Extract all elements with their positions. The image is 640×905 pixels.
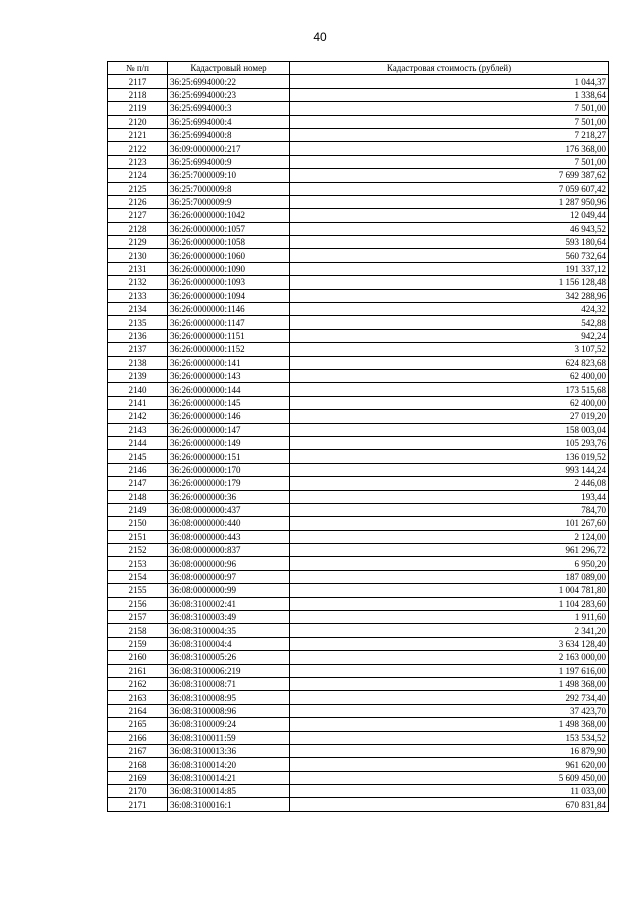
cadastral-value-cell: 193,44 bbox=[290, 490, 609, 503]
cadastral-number-cell: 36:26:0000000:1057 bbox=[168, 222, 290, 235]
page-number: 40 bbox=[313, 30, 327, 44]
cadastral-value-cell: 7 501,00 bbox=[290, 102, 609, 115]
cadastral-number-cell: 36:08:0000000:440 bbox=[168, 517, 290, 530]
cadastral-number-cell: 36:25:6994000:22 bbox=[168, 75, 290, 88]
cadastral-number-cell: 36:25:6994000:23 bbox=[168, 88, 290, 101]
row-number-cell: 2131 bbox=[108, 262, 168, 275]
table-row bbox=[108, 597, 609, 610]
table-row bbox=[108, 316, 609, 329]
cadastral-number-cell: 36:26:0000000:144 bbox=[168, 383, 290, 396]
cadastral-number-cell: 36:08:3100008:96 bbox=[168, 704, 290, 717]
table-row bbox=[108, 423, 609, 436]
row-number-cell: 2143 bbox=[108, 423, 168, 436]
cadastral-number-cell: 36:08:0000000:437 bbox=[168, 503, 290, 516]
cadastral-number-cell: 36:09:0000000:217 bbox=[168, 142, 290, 155]
cadastral-value-cell: 176 368,00 bbox=[290, 142, 609, 155]
cadastral-value-cell: 1 498 368,00 bbox=[290, 677, 609, 690]
cadastral-value-cell: 46 943,52 bbox=[290, 222, 609, 235]
table-row bbox=[108, 503, 609, 516]
cadastral-number-cell: 36:26:0000000:170 bbox=[168, 463, 290, 476]
row-number-cell: 2138 bbox=[108, 356, 168, 369]
row-number-cell: 2119 bbox=[108, 102, 168, 115]
row-number-cell: 2157 bbox=[108, 611, 168, 624]
table-row bbox=[108, 128, 609, 141]
row-number-cell: 2150 bbox=[108, 517, 168, 530]
cadastral-value-cell: 1 104 283,60 bbox=[290, 597, 609, 610]
row-number-cell: 2144 bbox=[108, 436, 168, 449]
cadastral-number-cell: 36:08:3100006:219 bbox=[168, 664, 290, 677]
row-number-cell: 2154 bbox=[108, 570, 168, 583]
table-row bbox=[108, 557, 609, 570]
cadastral-value-cell: 1 338,64 bbox=[290, 88, 609, 101]
cadastral-number-cell: 36:08:3100014:21 bbox=[168, 771, 290, 784]
row-number-cell: 2167 bbox=[108, 744, 168, 757]
cadastral-value-cell: 2 446,08 bbox=[290, 477, 609, 490]
cadastral-value-cell: 1 197 616,00 bbox=[290, 664, 609, 677]
cadastral-number-cell: 36:08:3100016:1 bbox=[168, 798, 290, 811]
cadastral-value-cell: 1 004 781,80 bbox=[290, 584, 609, 597]
table-row bbox=[108, 410, 609, 423]
cadastral-number-cell: 36:08:3100011:59 bbox=[168, 731, 290, 744]
cadastral-value-cell: 27 019,20 bbox=[290, 410, 609, 423]
cadastral-value-cell: 593 180,64 bbox=[290, 236, 609, 249]
table-row bbox=[108, 544, 609, 557]
cadastral-number-cell: 36:26:0000000:1147 bbox=[168, 316, 290, 329]
row-number-cell: 2136 bbox=[108, 329, 168, 342]
cadastral-number-cell: 36:08:0000000:99 bbox=[168, 584, 290, 597]
row-number-cell: 2141 bbox=[108, 396, 168, 409]
cadastral-value-cell: 12 049,44 bbox=[290, 209, 609, 222]
cadastral-number-cell: 36:08:3100005:26 bbox=[168, 651, 290, 664]
row-number-cell: 2120 bbox=[108, 115, 168, 128]
table-row bbox=[108, 222, 609, 235]
cadastral-value-cell: 1 044,37 bbox=[290, 75, 609, 88]
cadastral-number-cell: 36:08:0000000:97 bbox=[168, 570, 290, 583]
cadastral-value-cell: 37 423,70 bbox=[290, 704, 609, 717]
table-row bbox=[108, 329, 609, 342]
row-number-cell: 2126 bbox=[108, 195, 168, 208]
cadastral-value-cell: 2 341,20 bbox=[290, 624, 609, 637]
cadastral-number-cell: 36:26:0000000:151 bbox=[168, 450, 290, 463]
cadastral-number-cell: 36:08:3100004:4 bbox=[168, 637, 290, 650]
table-row bbox=[108, 637, 609, 650]
cadastral-value-cell: 624 823,68 bbox=[290, 356, 609, 369]
cadastral-value-cell: 1 287 950,96 bbox=[290, 195, 609, 208]
row-number-cell: 2134 bbox=[108, 303, 168, 316]
cadastral-value-cell: 7 501,00 bbox=[290, 115, 609, 128]
cadastral-value-cell: 1 498 368,00 bbox=[290, 718, 609, 731]
table-row bbox=[108, 651, 609, 664]
table-row bbox=[108, 718, 609, 731]
cadastral-number-cell: 36:26:0000000:1094 bbox=[168, 289, 290, 302]
cadastral-number-cell: 36:08:3100003:49 bbox=[168, 611, 290, 624]
cadastral-number-cell: 36:08:3100009:24 bbox=[168, 718, 290, 731]
cadastral-value-cell: 62 400,00 bbox=[290, 369, 609, 382]
table-row bbox=[108, 477, 609, 490]
cadastral-value-cell: 11 033,00 bbox=[290, 785, 609, 798]
cadastral-number-cell: 36:25:6994000:8 bbox=[168, 128, 290, 141]
cadastral-number-cell: 36:26:0000000:1058 bbox=[168, 236, 290, 249]
table-row bbox=[108, 102, 609, 115]
cadastral-value-cell: 187 089,00 bbox=[290, 570, 609, 583]
cadastral-value-cell: 942,24 bbox=[290, 329, 609, 342]
table-row bbox=[108, 343, 609, 356]
row-number-cell: 2122 bbox=[108, 142, 168, 155]
row-number-cell: 2132 bbox=[108, 276, 168, 289]
cadastral-value-cell: 173 515,68 bbox=[290, 383, 609, 396]
table-row bbox=[108, 664, 609, 677]
row-number-cell: 2137 bbox=[108, 343, 168, 356]
table-row bbox=[108, 383, 609, 396]
cadastral-number-cell: 36:26:0000000:143 bbox=[168, 369, 290, 382]
row-number-cell: 2165 bbox=[108, 718, 168, 731]
row-number-cell: 2158 bbox=[108, 624, 168, 637]
cadastral-number-cell: 36:08:3100008:71 bbox=[168, 677, 290, 690]
cadastral-number-cell: 36:25:7000009:10 bbox=[168, 169, 290, 182]
cadastral-value-cell: 7 699 387,62 bbox=[290, 169, 609, 182]
table-header-row bbox=[108, 62, 609, 75]
cadastral-value-cell: 105 293,76 bbox=[290, 436, 609, 449]
row-number-cell: 2152 bbox=[108, 544, 168, 557]
cadastral-number-cell: 36:26:0000000:179 bbox=[168, 477, 290, 490]
cadastral-number-cell: 36:08:0000000:96 bbox=[168, 557, 290, 570]
table-row bbox=[108, 530, 609, 543]
cadastral-number-cell: 36:26:0000000:1151 bbox=[168, 329, 290, 342]
cadastral-value-cell: 542,88 bbox=[290, 316, 609, 329]
table-row bbox=[108, 570, 609, 583]
cadastral-number-cell: 36:26:0000000:1042 bbox=[168, 209, 290, 222]
row-number-cell: 2146 bbox=[108, 463, 168, 476]
row-number-cell: 2130 bbox=[108, 249, 168, 262]
table-row bbox=[108, 142, 609, 155]
cadastral-value-cell: 961 620,00 bbox=[290, 758, 609, 771]
row-number-cell: 2160 bbox=[108, 651, 168, 664]
table-row bbox=[108, 236, 609, 249]
cadastral-value-cell: 7 218,27 bbox=[290, 128, 609, 141]
table-row bbox=[108, 450, 609, 463]
table-row bbox=[108, 209, 609, 222]
table-row bbox=[108, 758, 609, 771]
cadastral-number-cell: 36:26:0000000:1093 bbox=[168, 276, 290, 289]
cadastral-number-cell: 36:25:6994000:4 bbox=[168, 115, 290, 128]
cadastral-number-cell: 36:26:0000000:1060 bbox=[168, 249, 290, 262]
table-row bbox=[108, 771, 609, 784]
cadastral-value-cell: 3 634 128,40 bbox=[290, 637, 609, 650]
row-number-cell: 2145 bbox=[108, 450, 168, 463]
cadastral-number-cell: 36:26:0000000:1146 bbox=[168, 303, 290, 316]
cadastral-value-cell: 7 501,00 bbox=[290, 155, 609, 168]
table-row bbox=[108, 88, 609, 101]
table-row bbox=[108, 798, 609, 811]
cadastral-value-cell: 7 059 607,42 bbox=[290, 182, 609, 195]
cadastral-value-cell: 342 288,96 bbox=[290, 289, 609, 302]
table-row bbox=[108, 195, 609, 208]
cadastral-value-cell: 1 911,60 bbox=[290, 611, 609, 624]
table-row bbox=[108, 436, 609, 449]
table-row bbox=[108, 182, 609, 195]
table-row bbox=[108, 262, 609, 275]
cadastral-number-cell: 36:25:6994000:3 bbox=[168, 102, 290, 115]
table-row bbox=[108, 490, 609, 503]
row-number-cell: 2133 bbox=[108, 289, 168, 302]
table-row bbox=[108, 584, 609, 597]
row-number-cell: 2149 bbox=[108, 503, 168, 516]
row-number-cell: 2135 bbox=[108, 316, 168, 329]
table-row bbox=[108, 785, 609, 798]
row-number-cell: 2127 bbox=[108, 209, 168, 222]
table-row bbox=[108, 396, 609, 409]
cadastral-value-cell: 993 144,24 bbox=[290, 463, 609, 476]
table-row bbox=[108, 249, 609, 262]
cadastral-value-cell: 2 163 000,00 bbox=[290, 651, 609, 664]
cadastral-number-cell: 36:08:3100008:95 bbox=[168, 691, 290, 704]
header-cadastral-value: Кадастровая стоимость (рублей) bbox=[290, 62, 609, 75]
cadastral-number-cell: 36:08:0000000:837 bbox=[168, 544, 290, 557]
cadastral-number-cell: 36:25:7000009:9 bbox=[168, 195, 290, 208]
row-number-cell: 2170 bbox=[108, 785, 168, 798]
cadastral-number-cell: 36:08:3100002:41 bbox=[168, 597, 290, 610]
header-cadastral-number: Кадастровый номер bbox=[168, 62, 290, 75]
cadastral-number-cell: 36:08:3100014:20 bbox=[168, 758, 290, 771]
cadastral-value-cell: 136 019,52 bbox=[290, 450, 609, 463]
cadastral-value-cell: 2 124,00 bbox=[290, 530, 609, 543]
row-number-cell: 2124 bbox=[108, 169, 168, 182]
cadastral-number-cell: 36:08:0000000:443 bbox=[168, 530, 290, 543]
cadastral-number-cell: 36:25:6994000:9 bbox=[168, 155, 290, 168]
cadastral-number-cell: 36:26:0000000:146 bbox=[168, 410, 290, 423]
row-number-cell: 2118 bbox=[108, 88, 168, 101]
row-number-cell: 2142 bbox=[108, 410, 168, 423]
row-number-cell: 2168 bbox=[108, 758, 168, 771]
cadastral-value-cell: 153 534,52 bbox=[290, 731, 609, 744]
cadastral-value-cell: 158 003,04 bbox=[290, 423, 609, 436]
row-number-cell: 2171 bbox=[108, 798, 168, 811]
row-number-cell: 2169 bbox=[108, 771, 168, 784]
row-number-cell: 2123 bbox=[108, 155, 168, 168]
cadastral-number-cell: 36:26:0000000:149 bbox=[168, 436, 290, 449]
table-row bbox=[108, 169, 609, 182]
row-number-cell: 2125 bbox=[108, 182, 168, 195]
table-row bbox=[108, 677, 609, 690]
row-number-cell: 2129 bbox=[108, 236, 168, 249]
table-row bbox=[108, 744, 609, 757]
table-row bbox=[108, 75, 609, 88]
table-row bbox=[108, 691, 609, 704]
cadastral-value-table bbox=[107, 61, 609, 812]
cadastral-value-cell: 961 296,72 bbox=[290, 544, 609, 557]
cadastral-number-cell: 36:08:3100014:85 bbox=[168, 785, 290, 798]
table-row bbox=[108, 356, 609, 369]
table-row bbox=[108, 611, 609, 624]
row-number-cell: 2161 bbox=[108, 664, 168, 677]
row-number-cell: 2147 bbox=[108, 477, 168, 490]
row-number-cell: 2128 bbox=[108, 222, 168, 235]
header-row-number: № п/п bbox=[108, 62, 168, 75]
cadastral-number-cell: 36:26:0000000:141 bbox=[168, 356, 290, 369]
row-number-cell: 2153 bbox=[108, 557, 168, 570]
cadastral-value-cell: 6 950,20 bbox=[290, 557, 609, 570]
table-row bbox=[108, 115, 609, 128]
cadastral-value-cell: 5 609 450,00 bbox=[290, 771, 609, 784]
cadastral-value-cell: 3 107,52 bbox=[290, 343, 609, 356]
cadastral-value-cell: 1 156 128,48 bbox=[290, 276, 609, 289]
table-row bbox=[108, 517, 609, 530]
table-row bbox=[108, 303, 609, 316]
row-number-cell: 2117 bbox=[108, 75, 168, 88]
table-row bbox=[108, 731, 609, 744]
row-number-cell: 2140 bbox=[108, 383, 168, 396]
table-row bbox=[108, 276, 609, 289]
cadastral-value-cell: 62 400,00 bbox=[290, 396, 609, 409]
cadastral-number-cell: 36:25:7000009:8 bbox=[168, 182, 290, 195]
row-number-cell: 2148 bbox=[108, 490, 168, 503]
row-number-cell: 2166 bbox=[108, 731, 168, 744]
cadastral-value-cell: 784,70 bbox=[290, 503, 609, 516]
cadastral-value-cell: 560 732,64 bbox=[290, 249, 609, 262]
cadastral-number-cell: 36:08:3100004:35 bbox=[168, 624, 290, 637]
row-number-cell: 2156 bbox=[108, 597, 168, 610]
row-number-cell: 2121 bbox=[108, 128, 168, 141]
row-number-cell: 2151 bbox=[108, 530, 168, 543]
cadastral-value-cell: 670 831,84 bbox=[290, 798, 609, 811]
cadastral-number-cell: 36:26:0000000:145 bbox=[168, 396, 290, 409]
cadastral-number-cell: 36:26:0000000:1090 bbox=[168, 262, 290, 275]
row-number-cell: 2162 bbox=[108, 677, 168, 690]
cadastral-value-cell: 191 337,12 bbox=[290, 262, 609, 275]
row-number-cell: 2139 bbox=[108, 369, 168, 382]
row-number-cell: 2164 bbox=[108, 704, 168, 717]
table-body bbox=[108, 75, 609, 811]
table-row bbox=[108, 289, 609, 302]
cadastral-value-cell: 292 734,40 bbox=[290, 691, 609, 704]
row-number-cell: 2159 bbox=[108, 637, 168, 650]
table-row bbox=[108, 369, 609, 382]
cadastral-number-cell: 36:08:3100013:36 bbox=[168, 744, 290, 757]
table-row bbox=[108, 463, 609, 476]
cadastral-number-cell: 36:26:0000000:147 bbox=[168, 423, 290, 436]
row-number-cell: 2163 bbox=[108, 691, 168, 704]
table-row bbox=[108, 704, 609, 717]
cadastral-value-cell: 424,32 bbox=[290, 303, 609, 316]
row-number-cell: 2155 bbox=[108, 584, 168, 597]
cadastral-number-cell: 36:26:0000000:1152 bbox=[168, 343, 290, 356]
cadastral-value-cell: 101 267,60 bbox=[290, 517, 609, 530]
table-row bbox=[108, 155, 609, 168]
table-row bbox=[108, 624, 609, 637]
cadastral-number-cell: 36:26:0000000:36 bbox=[168, 490, 290, 503]
cadastral-value-cell: 16 879,90 bbox=[290, 744, 609, 757]
